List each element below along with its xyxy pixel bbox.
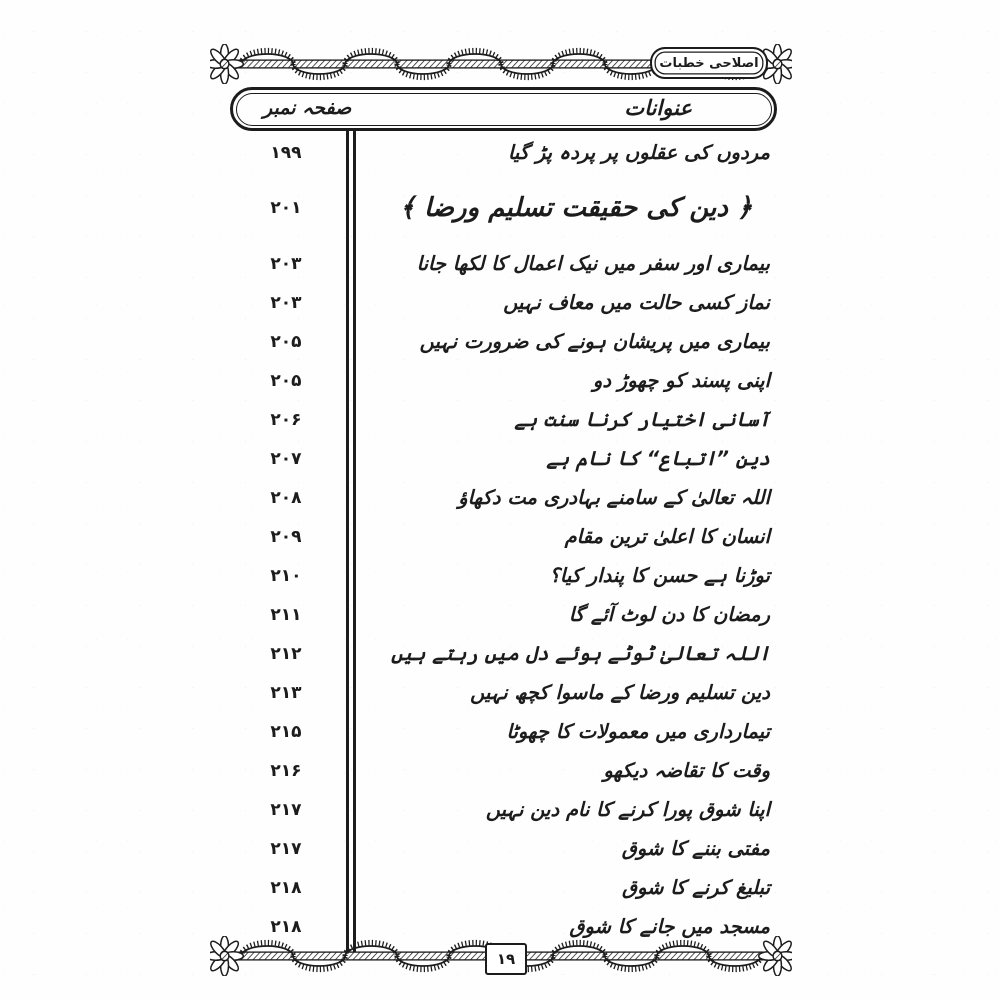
toc-row	[230, 751, 778, 790]
toc-row	[230, 712, 778, 751]
toc-entry-page-number: ۲۰۷	[270, 448, 302, 469]
toc-row	[230, 829, 778, 868]
toc-entry-page-number: ۱۹۹	[270, 142, 302, 163]
toc-row	[230, 478, 778, 517]
toc-entry-title: مفتی بننے کا شوق	[621, 837, 770, 860]
toc-row	[230, 322, 778, 361]
toc-row	[230, 439, 778, 478]
toc-row	[230, 517, 778, 556]
toc-list	[230, 133, 778, 946]
toc-entry-title: اپنی پسند کو چھوڑ دو	[592, 369, 770, 392]
toc-entry-title: دین ”اتباع“ کا نام ہے	[546, 447, 770, 470]
toc-row	[230, 133, 778, 172]
toc-row	[230, 868, 778, 907]
toc-entry-page-number: ۲۱۷	[270, 799, 302, 820]
toc-entry-title: اپنا شوق پورا کرنے کا نام دین نہیں	[485, 798, 770, 821]
toc-row	[230, 556, 778, 595]
toc-entry-page-number: ۲۰۳	[270, 292, 302, 313]
toc-entry-title: مردوں کی عقلوں پر پردہ پڑ گیا	[507, 141, 770, 164]
toc-entry-page-number: ۲۱۶	[270, 760, 302, 781]
toc-entry-page-number: ۲۰۵	[270, 370, 302, 391]
toc-entry-title: دین تسلیم ورضا کے ماسوا کچھ نہیں	[470, 681, 770, 704]
toc-entry-title: نماز کسی حالت میں معاف نہیں	[503, 291, 770, 314]
toc-entry-title: بیماری اور سفر میں نیک اعمال کا لکھا جانا	[416, 252, 770, 275]
toc-entry-page-number: ۲۱۰	[270, 565, 302, 586]
toc-entry-page-number: ۲۰۱	[270, 198, 302, 218]
toc-entry-page-number: ۲۱۵	[270, 721, 302, 742]
titles-column-label: عنوانات	[624, 96, 692, 121]
toc-row	[230, 244, 778, 283]
toc-row	[230, 361, 778, 400]
toc-row	[230, 634, 778, 673]
toc-entry-title: توڑنا ہے حسن کا پندار کیا؟	[549, 564, 770, 587]
toc-row	[230, 400, 778, 439]
book-title-badge	[650, 47, 768, 79]
toc-entry-page-number: ۲۱۲	[270, 643, 302, 664]
toc-entry-title: رمضان کا دن لوٹ آئے گا	[568, 603, 770, 626]
book-title-badge-label: اصلاحی خطبات	[659, 55, 759, 71]
toc-entry-page-number: ۲۱۱	[270, 604, 302, 625]
toc-entry-page-number: ۲۰۵	[270, 331, 302, 352]
toc-row	[230, 595, 778, 634]
page-number-column-label: صفحہ نمبر	[263, 97, 352, 120]
toc-row	[230, 790, 778, 829]
toc-entry-page-number: ۲۰۸	[270, 487, 302, 508]
toc-entry-title: بیماری میں پریشان ہونے کی ضرورت نہیں	[419, 330, 770, 353]
toc-entry-page-number: ۲۱۷	[270, 838, 302, 859]
toc-entry-page-number: ۲۰۳	[270, 253, 302, 274]
toc-entry-title: تبلیغ کرنے کا شوق	[621, 876, 770, 899]
toc-entry-title: وقت کا تقاضہ دیکھو	[603, 759, 770, 782]
toc-entry-page-number: ۲۰۶	[270, 409, 302, 430]
toc-entry-title: ﴿ دین کی حقیقت تسلیم ورضا ﴾	[399, 193, 753, 223]
footer-page-number: ۱۹	[496, 950, 516, 968]
toc-row	[230, 907, 778, 946]
toc-entry-title: آسانی اختیار کرنا سنت ہے	[514, 408, 770, 431]
toc-row	[230, 673, 778, 712]
toc-header-bar	[230, 87, 777, 131]
toc-entry-page-number: ۲۰۹	[270, 526, 302, 547]
toc-entry-title: اللہ تعالیٰ ٹوٹے ہوئے دل میں رہتے ہیں	[391, 642, 770, 665]
toc-entry-title: تیمارداری میں معمولات کا چھوٹا	[506, 720, 770, 743]
toc-entry-page-number: ۲۱۸	[270, 916, 302, 937]
footer-page-number-box	[485, 943, 527, 975]
toc-entry-title: انسان کا اعلیٰ ترین مقام	[564, 525, 770, 548]
toc-row	[230, 283, 778, 322]
toc-row	[230, 172, 778, 244]
toc-entry-title: اللہ تعالیٰ کے سامنے بہادری مت دکھاؤ	[458, 486, 770, 509]
toc-entry-page-number: ۲۱۸	[270, 877, 302, 898]
toc-entry-title: مسجد میں جانے کا شوق	[569, 915, 770, 938]
toc-entry-page-number: ۲۱۳	[270, 682, 302, 703]
